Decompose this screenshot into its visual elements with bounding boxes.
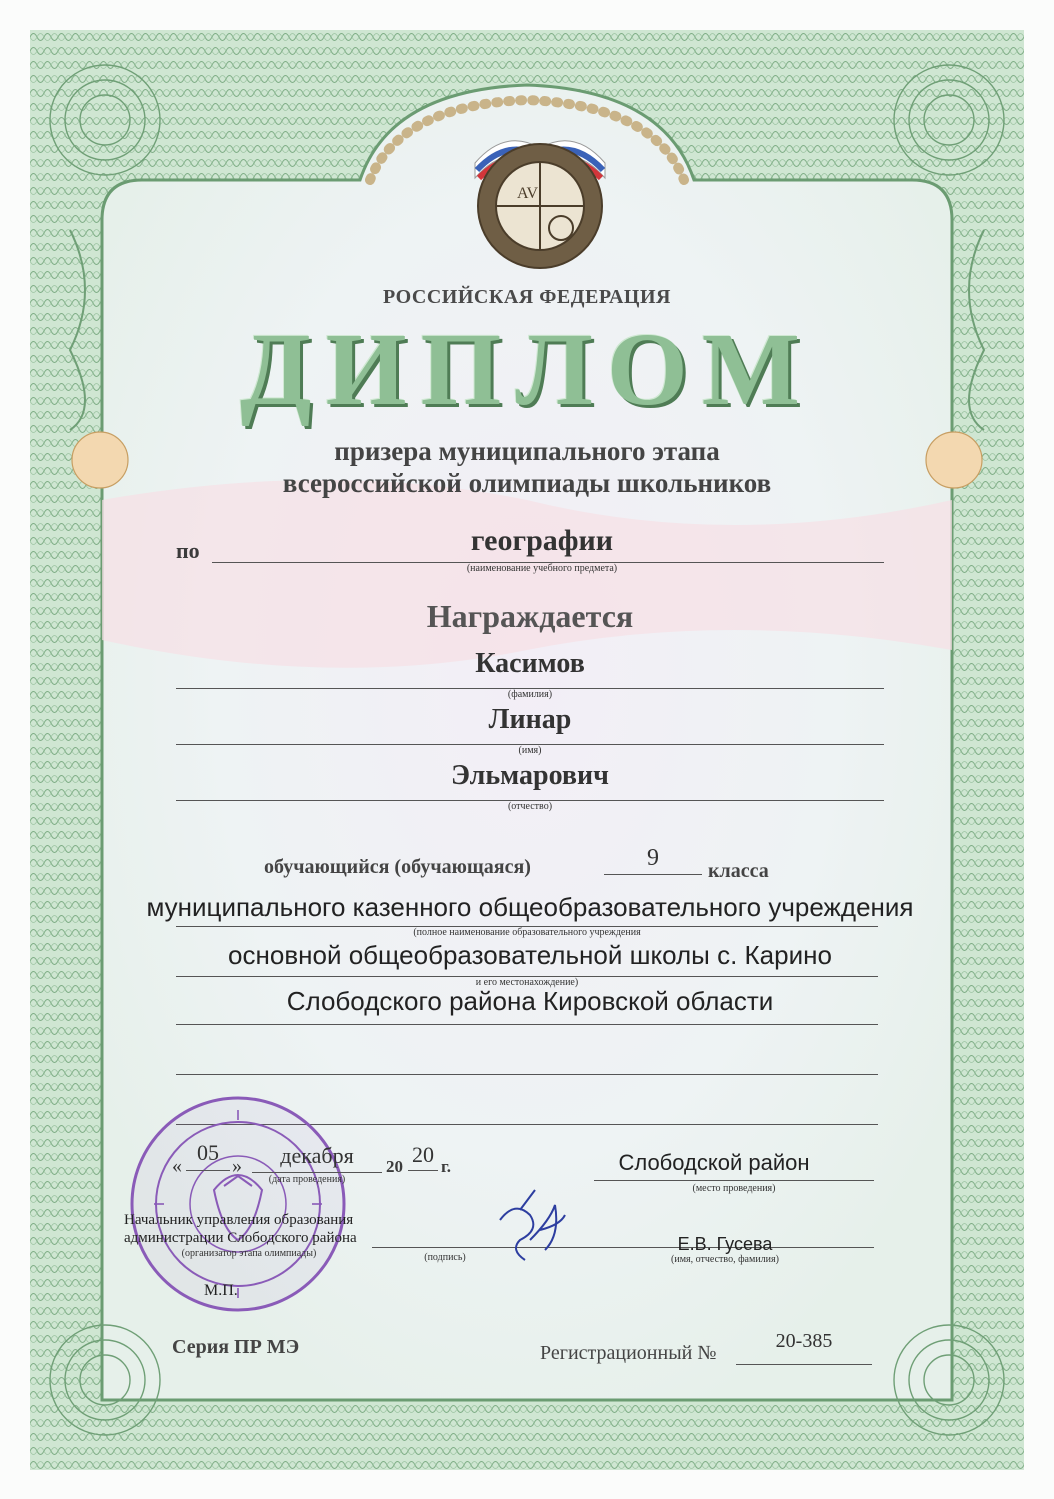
surname-value: Касимов xyxy=(475,648,585,679)
signature-mark xyxy=(490,1180,570,1270)
subject-hint: (наименование учебного предмета) xyxy=(466,563,618,574)
series-label: Серия ПР МЭ xyxy=(172,1336,300,1358)
subtitle-line-1: призера муниципального этапа xyxy=(334,436,720,466)
date-hint: (дата проведения) xyxy=(268,1174,346,1185)
school-line-1: муниципального казенного общеобразовательного учреждения xyxy=(146,892,914,922)
registration-number: 20-385 xyxy=(775,1330,833,1352)
date-close-quote: » xyxy=(232,1155,242,1177)
registration-label: Регистрационный № xyxy=(540,1342,717,1364)
sign-hint: (подпись) xyxy=(424,1252,466,1263)
stamp-place-label: М.П. xyxy=(204,1282,238,1299)
school-underline-3 xyxy=(176,1024,878,1025)
awarded-label: Награждается xyxy=(426,598,634,634)
country-title: РОССИЙСКАЯ ФЕДЕРАЦИЯ xyxy=(382,286,671,308)
date-year-prefix: 20 xyxy=(386,1157,403,1176)
place-hint: (место проведения) xyxy=(692,1183,776,1194)
school-line-3: Слободского района Кировской области xyxy=(286,986,774,1016)
school-hint-1: (полное наименование образовательного учреждения xyxy=(413,927,641,938)
grade-line xyxy=(604,874,702,875)
date-month-line xyxy=(252,1172,382,1173)
patronymic-hint: (отчество) xyxy=(507,801,553,812)
organizer-line-2: администрации Слободского района xyxy=(124,1230,357,1246)
date-day-line xyxy=(186,1170,230,1171)
diploma-title: ДИПЛОМ xyxy=(240,312,814,427)
date-year-suffix: г. xyxy=(441,1157,452,1176)
studying-label: обучающийся (обучающаяся) xyxy=(264,856,531,878)
date-year: 20 xyxy=(412,1142,434,1167)
patronymic-value: Эльмарович xyxy=(451,760,609,791)
official-stamp xyxy=(124,1090,352,1318)
grade-suffix: класса xyxy=(708,860,769,882)
organizer-hint: (организатор этапа олимпиады) xyxy=(181,1248,317,1259)
subject-prefix: по xyxy=(176,538,200,563)
blank-line-1 xyxy=(176,1074,878,1075)
subject-value: географии xyxy=(470,524,614,557)
grade-value: 9 xyxy=(647,845,659,871)
date-year-line xyxy=(408,1170,438,1171)
date-open-quote: « xyxy=(172,1155,182,1177)
olympiad-emblem xyxy=(455,108,625,278)
registration-line xyxy=(736,1364,872,1365)
school-hint-2: и его местонахождение) xyxy=(475,977,579,988)
name-hint: (имя) xyxy=(518,745,542,756)
date-day: 05 xyxy=(197,1140,219,1165)
place-line xyxy=(594,1180,874,1181)
svg-text:AV: AV xyxy=(517,185,539,202)
organizer-line-1: Начальник управления образования xyxy=(124,1212,354,1228)
school-line-2: основной общеобразовательной школы с. Карино xyxy=(228,940,832,970)
signer-hint: (имя, отчество, фамилия) xyxy=(671,1254,779,1265)
surname-hint: (фамилия) xyxy=(507,689,553,700)
place-value: Слободской район xyxy=(618,1150,810,1175)
signer-name: Е.В. Гусева xyxy=(677,1234,773,1254)
subtitle-line-2: всероссийской олимпиады школьников xyxy=(282,468,772,498)
date-month: декабря xyxy=(280,1143,354,1168)
name-value: Линар xyxy=(488,704,572,735)
